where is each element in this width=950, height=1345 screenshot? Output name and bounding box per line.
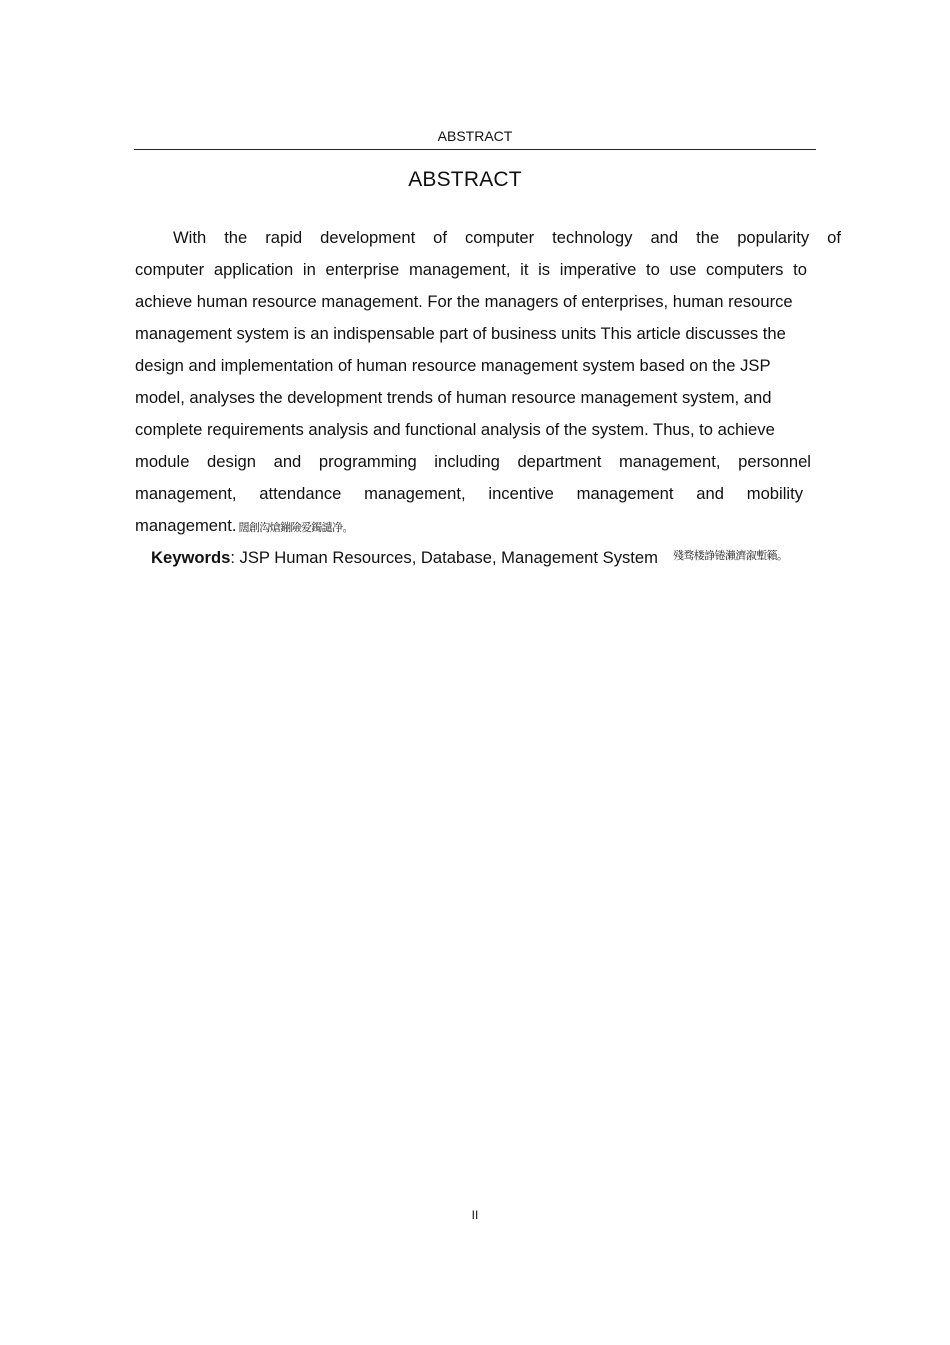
abstract-line-6: model, analyses the development trends of human resource management system, and [135, 388, 772, 407]
abstract-line-9: management, attendance management, incentive management and mobility [135, 484, 803, 503]
abstract-line-2: computer application in enterprise management, it is imperative to use computers to [135, 260, 807, 279]
abstract-line-8: module design and programming including department management, personnel [135, 452, 811, 471]
abstract-last-word: management. [135, 516, 237, 535]
abstract-line-10 [135, 510, 845, 542]
abstract-line-4: management system is an indispensable part of business units This article discusses the [135, 324, 786, 343]
page-number: II [471, 1208, 479, 1222]
abstract-line-5: design and implementation of human resource management system based on the JSP [135, 356, 771, 375]
keywords-text: : JSP Human Resources, Database, Management System [230, 548, 658, 567]
abstract-line-1: With the rapid development of computer technology and the popularity of [173, 228, 841, 247]
abstract-line-3: achieve human resource management. For the managers of enterprises, human resource [135, 292, 793, 311]
keywords-line [151, 542, 851, 574]
keywords-label: Keywords [151, 548, 231, 567]
abstract-line-7: complete requirements analysis and functional analysis of the system. Thus, to achieve [135, 420, 775, 439]
abstract-paragraph [135, 222, 845, 542]
header-divider [134, 149, 816, 150]
page-title: ABSTRACT [408, 168, 522, 191]
garbled-text-2: 殘骛楼諍锩瀨濟溆塹籟。 [673, 549, 788, 562]
running-header: ABSTRACT [437, 128, 513, 144]
garbled-text-1: 闊創沟熗鏰險爱鐲譴净。 [238, 521, 353, 534]
